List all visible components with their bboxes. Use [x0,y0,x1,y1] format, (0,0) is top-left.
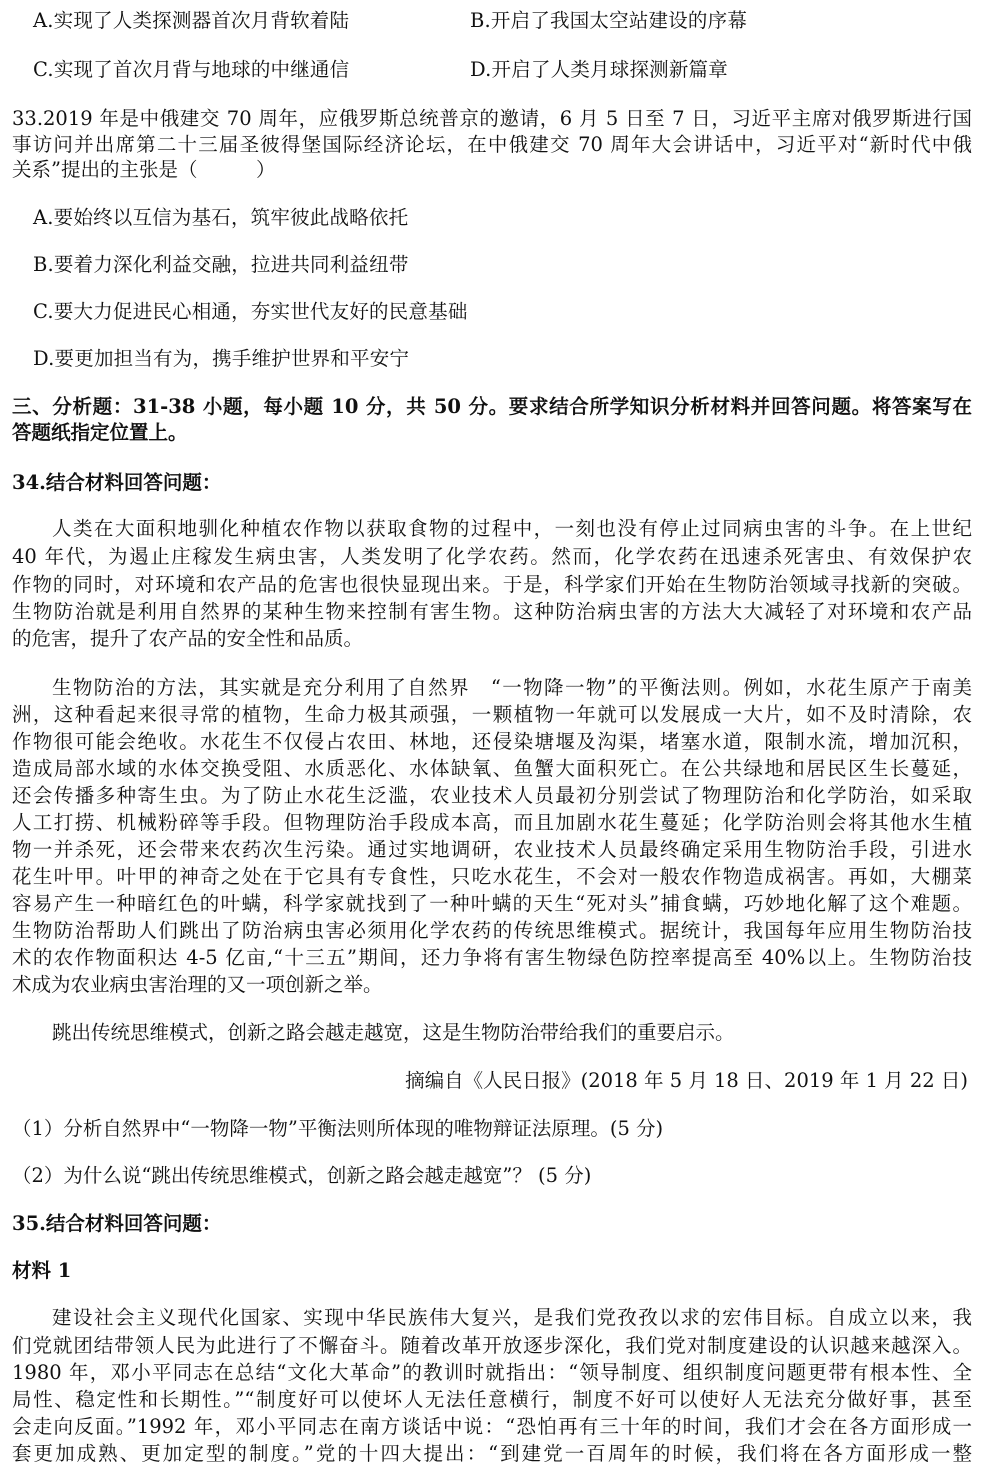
q35-paragraph-line: 1980 年，邓小平同志在总结“文化大革命”的教训时就指出：“领导制度、组织制度问题更带有根本性、全 [12,1361,972,1384]
q34-conclusion: 跳出传统思维模式，创新之路会越走越宽，这是生物防治带给我们的重要启示。 [52,1021,735,1044]
q34-source: 摘编自《人民日报》(2018 年 5 月 18 日、2019 年 1 月 22 日) [405,1069,968,1092]
q32-option-d: D.开启了人类月球探测新篇章 [470,58,728,81]
q34-paragraph-line: 人类在大面积地驯化种植农作物以获取食物的过程中，一刻也没有停止过同病虫害的斗争。在上世纪 [52,517,972,540]
q35-paragraph-line: 会走向反面。”1992 年，邓小平同志在南方谈话中说：“恐怕再有三十年的时间，我们才会在各方面形成一 [12,1415,972,1438]
q35-paragraph-line: 局性、稳定性和长期性。”“制度好可以使坏人无法任意横行，制度不好可以使好人无法充分做好事，甚至 [12,1388,972,1411]
q34-paragraph-line: 的危害，提升了农产品的安全性和品质。 [12,627,364,650]
q34-paragraph-line: 作物很可能会绝收。水花生不仅侵占农田、林地，还侵染塘堰及沟渠，堵塞水道，限制水流，增加沉积， [12,730,972,753]
q35-material-label: 材料 1 [12,1259,72,1282]
q33-option-b: B.要着力深化利益交融，拉进共同利益纽带 [33,253,409,276]
q34-paragraph-line: 容易产生一种暗红色的叶螨，科学家就找到了一种叶螨的天生“死对头”捕食螨，巧妙地化解了这个难题。 [12,892,972,915]
section-heading: 三、分析题：31-38 小题，每小题 10 分，共 50 分。要求结合所学知识分析材料并回答问题。将答案写在 [12,395,972,418]
q34-paragraph-line: 40 年代，为遏止庄稼发生病虫害，人类发明了化学农药。然而，化学农药在迅速杀死害虫、有效保护农 [12,545,972,568]
q34-paragraph-line: 物一并杀死，还会带来农药次生污染。通过实地调研，农业技术人员最终确定采用生物防治手段，引进水 [12,838,972,861]
q34-question: （2）为什么说“跳出传统思维模式，创新之路会越走越宽”？ (5 分) [12,1164,592,1187]
q33-stem-line: 事访问并出席第二十三届圣彼得堡国际经济论坛，在中俄建交 70 周年大会讲话中，习近平对“新时代中俄 [12,133,972,156]
q34-paragraph-line: 术的农作物面积达 4-5 亿亩,“十三五”期间，还力争将有害生物绿色防控率提高至 40%以上。生物防治技 [12,946,972,969]
q33-option-d: D.要更加担当有为，携手维护世界和平安宁 [33,347,410,370]
section-heading: 答题纸指定位置上。 [12,421,188,444]
q34-title: 34.结合材料回答问题： [12,471,222,494]
q32-option-b: B.开启了我国太空站建设的序幕 [470,9,748,32]
q33-option-a: A.要始终以互信为基石，筑牢彼此战略依托 [33,206,409,229]
q34-paragraph-line: 生物防治就是利用自然界的某种生物来控制有害生物。这种防治病虫害的方法大大减轻了对环境和农产品 [12,600,972,623]
q35-paragraph-line: 们党就团结带领人民为此进行了不懈奋斗。随着改革开放逐步深化，我们党对制度建设的认识越来越深入。 [12,1334,972,1357]
q34-paragraph-line: 洲，这种看起来很寻常的植物，生命力极其顽强，一颗植物一年就可以发展成一大片，如不及时清除，农 [12,703,972,726]
q34-paragraph-line: 生物防治的方法，其实就是充分利用了自然界 “一物降一物”的平衡法则。例如，水花生原产于南美 [52,676,972,699]
q35-paragraph-line: 建设社会主义现代化国家、实现中华民族伟大复兴，是我们党孜孜以求的宏伟目标。自成立以来，我 [52,1306,972,1329]
q32-option-a: A.实现了人类探测器首次月背软着陆 [33,9,350,32]
q35-paragraph-line: 套更加成熟、更加定型的制度。”党的十四大提出：“到建党一百周年的时候，我们将在各方面形成一整 [12,1442,972,1465]
q32-option-c: C.实现了首次月背与地球的中继通信 [33,58,350,81]
q34-paragraph-line: 造成局部水域的水体交换受阻、水质恶化、水体缺氧、鱼蟹大面积死亡。在公共绿地和居民区生长蔓延， [12,757,972,780]
q33-stem-line: 关系”提出的主张是（ ） [12,158,276,181]
q35-title: 35.结合材料回答问题： [12,1212,222,1235]
q34-question: （1）分析自然界中“一物降一物”平衡法则所体现的唯物辩证法原理。(5 分) [12,1117,664,1140]
q34-paragraph-line: 花生叶甲。叶甲的神奇之处在于它具有专食性，只吃水花生，不会对一般农作物造成祸害。再如，大棚菜 [12,865,972,888]
q33-option-c: C.要大力促进民心相通，夯实世代友好的民意基础 [33,300,468,323]
q34-paragraph-line: 人工打捞、机械粉碎等手段。但物理防治手段成本高，而且加剧水花生蔓延；化学防治则会将其他水生植 [12,811,972,834]
q34-paragraph-line: 生物防治帮助人们跳出了防治病虫害必须用化学农药的传统思维模式。据统计，我国每年应用生物防治技 [12,919,972,942]
q34-paragraph-line: 作物的同时，对环境和农产品的危害也很快显现出来。于是，科学家们开始在生物防治领域寻找新的突破。 [12,573,972,596]
q33-stem-line: 33.2019 年是中俄建交 70 周年，应俄罗斯总统普京的邀请，6 月 5 日至 7 日，习近平主席对俄罗斯进行国 [12,107,972,130]
q34-paragraph-line: 还会传播多种寄生虫。为了防止水花生泛滥，农业技术人员最初分别尝试了物理防治和化学防治，如采取 [12,784,972,807]
q34-paragraph-line: 术成为农业病虫害治理的又一项创新之举。 [12,973,383,996]
